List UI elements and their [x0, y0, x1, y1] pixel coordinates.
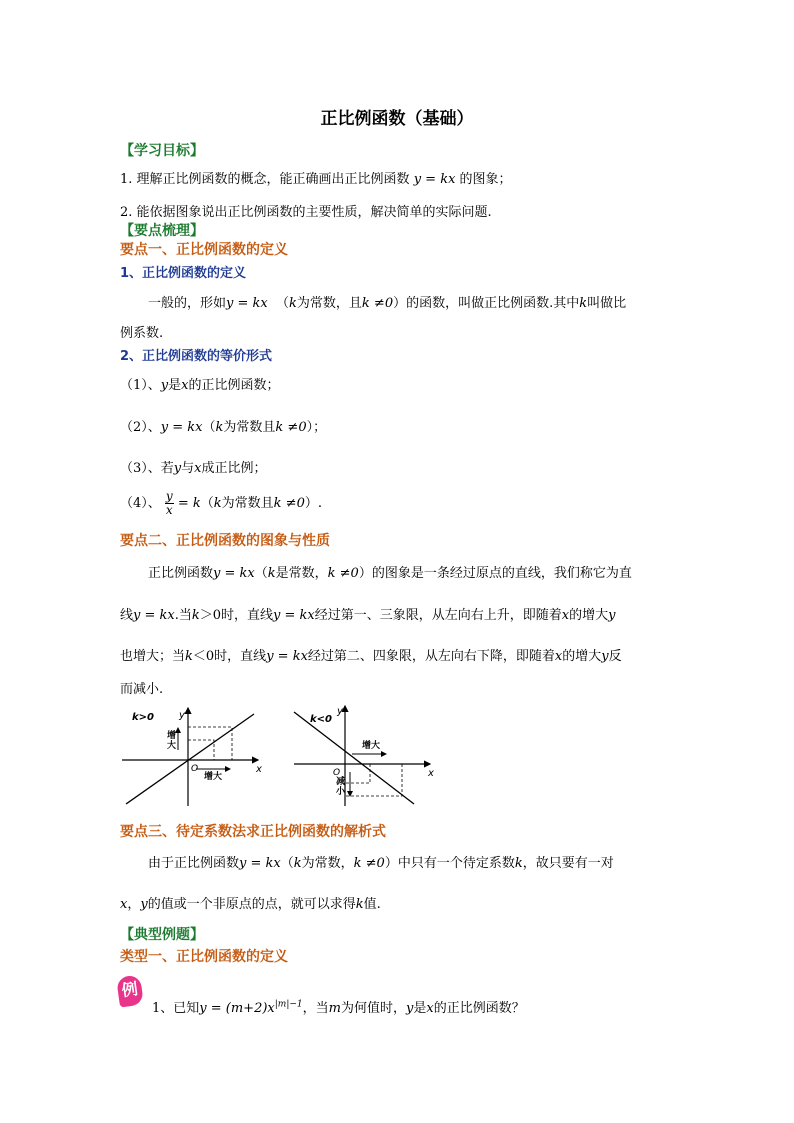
- formula: m: [328, 1001, 341, 1016]
- text: 的正比例函数；: [188, 378, 280, 393]
- formula: x: [561, 608, 570, 623]
- formula: = k: [177, 496, 201, 511]
- goal-1-text-end: 的图象；: [459, 172, 512, 187]
- text: （: [200, 496, 214, 511]
- text: ＞0时，直线: [199, 608, 274, 623]
- text: 的增大: [562, 649, 602, 664]
- text: （: [280, 856, 294, 871]
- formula: y: [601, 649, 609, 664]
- line-y-kx-increasing: [126, 714, 254, 804]
- formula: k: [215, 420, 224, 435]
- formula: k: [185, 649, 193, 664]
- denominator: x: [165, 503, 173, 517]
- formula: y = kx: [160, 420, 203, 435]
- numerator: y: [165, 489, 173, 503]
- section-examples-heading: 【典型例题】: [120, 927, 204, 943]
- down-label-1: 减: [336, 777, 346, 787]
- text: ，: [127, 897, 141, 912]
- formula: x: [554, 649, 563, 664]
- text: 的值或一个非原点的点，就可以求得: [147, 897, 356, 912]
- equiv-form-4: [120, 490, 322, 517]
- text: （: [202, 420, 216, 435]
- goal-1-formula: y = kx: [413, 172, 456, 187]
- formula: k ≠0: [275, 420, 307, 435]
- formula: y = kx: [226, 296, 268, 311]
- formula: x: [181, 378, 189, 393]
- text: 经过第二、四象限，从左向右下降，即随着: [307, 649, 555, 664]
- text: ）的函数，叫做正比例函数.其中: [393, 296, 580, 311]
- text: 叫做比: [587, 296, 627, 311]
- x-axis-label: x: [256, 764, 262, 775]
- formula: x: [194, 461, 202, 476]
- formula: k: [293, 856, 302, 871]
- text: 正比例函数: [148, 566, 214, 581]
- formula: y = (m+2)x: [199, 1001, 275, 1016]
- origin-label: O: [191, 764, 199, 774]
- formula: k ≠0: [361, 296, 394, 311]
- text: ）；: [306, 420, 327, 435]
- method-line-1: [148, 852, 614, 871]
- text: 为常数且: [221, 496, 274, 511]
- text: 为常数且: [223, 420, 276, 435]
- text: 由于正比例函数: [148, 856, 240, 871]
- y-axis-label: y: [337, 706, 343, 717]
- formula: y: [140, 897, 148, 912]
- goal-2: 2. 能依据图象说出正比例函数的主要性质，解决简单的实际问题.: [120, 205, 492, 220]
- equiv-form-3: [120, 457, 267, 476]
- text: .当: [174, 608, 192, 623]
- text: 也增大；当: [120, 649, 186, 664]
- down-label-2: 小: [336, 787, 346, 797]
- keypoint-1-sub-2: 2、正比例函数的等价形式: [120, 349, 273, 364]
- graph-label: k>0: [132, 712, 154, 723]
- type-1-heading: 类型一、正比例函数的定义: [120, 949, 288, 965]
- method-line-2: [120, 893, 381, 912]
- section-goals-heading: 【学习目标】: [120, 143, 204, 159]
- line-y-kx-decreasing: [294, 712, 414, 804]
- definition-line-1: [148, 292, 626, 311]
- text: 值.: [363, 897, 381, 912]
- formula: y = kx: [133, 608, 175, 623]
- formula: y: [173, 461, 182, 476]
- text: ＜0时，直线: [192, 649, 267, 664]
- equiv-form-1: [120, 374, 280, 393]
- formula: k: [267, 566, 276, 581]
- formula: k: [191, 608, 200, 623]
- text: 为常数，: [301, 856, 354, 871]
- example-1-question: [152, 997, 525, 1016]
- property-line-4: 而减小.: [120, 682, 164, 697]
- formula: k: [579, 296, 588, 311]
- text: 为何值时，: [340, 1001, 406, 1016]
- right-label: 增大: [204, 772, 223, 782]
- text: ）的图象是一条经过原点的直线，我们称它为直: [358, 566, 632, 581]
- formula: y = kx: [273, 608, 315, 623]
- y-axis-label: y: [179, 710, 185, 721]
- right-label: 增大: [362, 741, 381, 751]
- formula: k ≠0: [327, 566, 359, 581]
- formula: k: [514, 856, 523, 871]
- formula: k ≠0: [353, 856, 385, 871]
- text: 是常数，: [275, 566, 328, 581]
- text: （1）、: [120, 378, 161, 393]
- text: （: [254, 566, 268, 581]
- text: （4）、: [120, 496, 161, 511]
- keypoint-2-heading: 要点二、正比例函数的图象与性质: [120, 533, 330, 549]
- graph-k-negative: [290, 700, 440, 810]
- formula: x: [120, 897, 128, 912]
- formula: k ≠0: [273, 496, 305, 511]
- text: 的增大: [569, 608, 609, 623]
- text: 成正比例；: [201, 461, 267, 476]
- text: 的正比例函数？: [433, 1001, 525, 1016]
- property-line-1: [148, 562, 632, 581]
- formula: y: [160, 378, 169, 393]
- text: 1、已知: [152, 1001, 200, 1016]
- fraction-y-over-x: [165, 490, 174, 517]
- text: 一般的，形如: [148, 296, 227, 311]
- formula: k: [213, 496, 222, 511]
- text: ，当: [302, 1001, 329, 1016]
- formula: y: [405, 1001, 414, 1016]
- formula: x: [426, 1001, 434, 1016]
- goal-1-text: 1. 理解正比例函数的概念，能正确画出正比例函数: [120, 172, 410, 187]
- text: 是: [168, 378, 182, 393]
- origin-label: O: [333, 768, 341, 778]
- text: 与: [181, 461, 195, 476]
- formula: y = kx: [266, 649, 308, 664]
- section-keypoints-heading: 【要点梳理】: [120, 223, 204, 239]
- text: ，故只要有一对: [522, 856, 614, 871]
- exponent: |m|−1: [274, 999, 303, 1010]
- formula: y: [608, 608, 616, 623]
- formula: y = kx: [213, 566, 255, 581]
- text: 是: [413, 1001, 427, 1016]
- keypoint-1-sub-1: 1、正比例函数的定义: [120, 266, 247, 281]
- example-badge: 例: [116, 974, 144, 1007]
- formula: y = kx: [239, 856, 281, 871]
- x-axis-label: x: [428, 768, 434, 779]
- text: 经过第一、三象限，从左向右上升，即随着: [314, 608, 562, 623]
- keypoint-3-heading: 要点三、待定系数法求正比例函数的解析式: [120, 824, 386, 840]
- dashed-guide-outer: [345, 764, 402, 796]
- text: 反: [608, 649, 622, 664]
- text: 线: [120, 608, 134, 623]
- text: ）.: [304, 496, 322, 511]
- text: （2）、: [120, 420, 161, 435]
- graph-label: k<0: [310, 714, 332, 725]
- text: 为常数，且: [296, 296, 362, 311]
- formula: k: [355, 897, 364, 912]
- definition-line-2: 例系数.: [120, 326, 164, 341]
- graph-k-positive: [118, 700, 268, 810]
- text: （: [276, 296, 290, 311]
- formula: k: [289, 296, 297, 311]
- equiv-form-2: [120, 416, 326, 435]
- up-label-1: 增: [167, 731, 177, 741]
- text: ）中只有一个待定系数: [384, 856, 515, 871]
- goal-1: [120, 168, 512, 187]
- page-title: 正比例函数（基础）: [320, 109, 474, 129]
- property-line-2: [120, 604, 616, 623]
- up-label-2: 大: [167, 741, 177, 751]
- property-line-3: [120, 645, 622, 664]
- keypoint-1-heading: 要点一、正比例函数的定义: [120, 242, 288, 258]
- text: （3）、若: [120, 461, 174, 476]
